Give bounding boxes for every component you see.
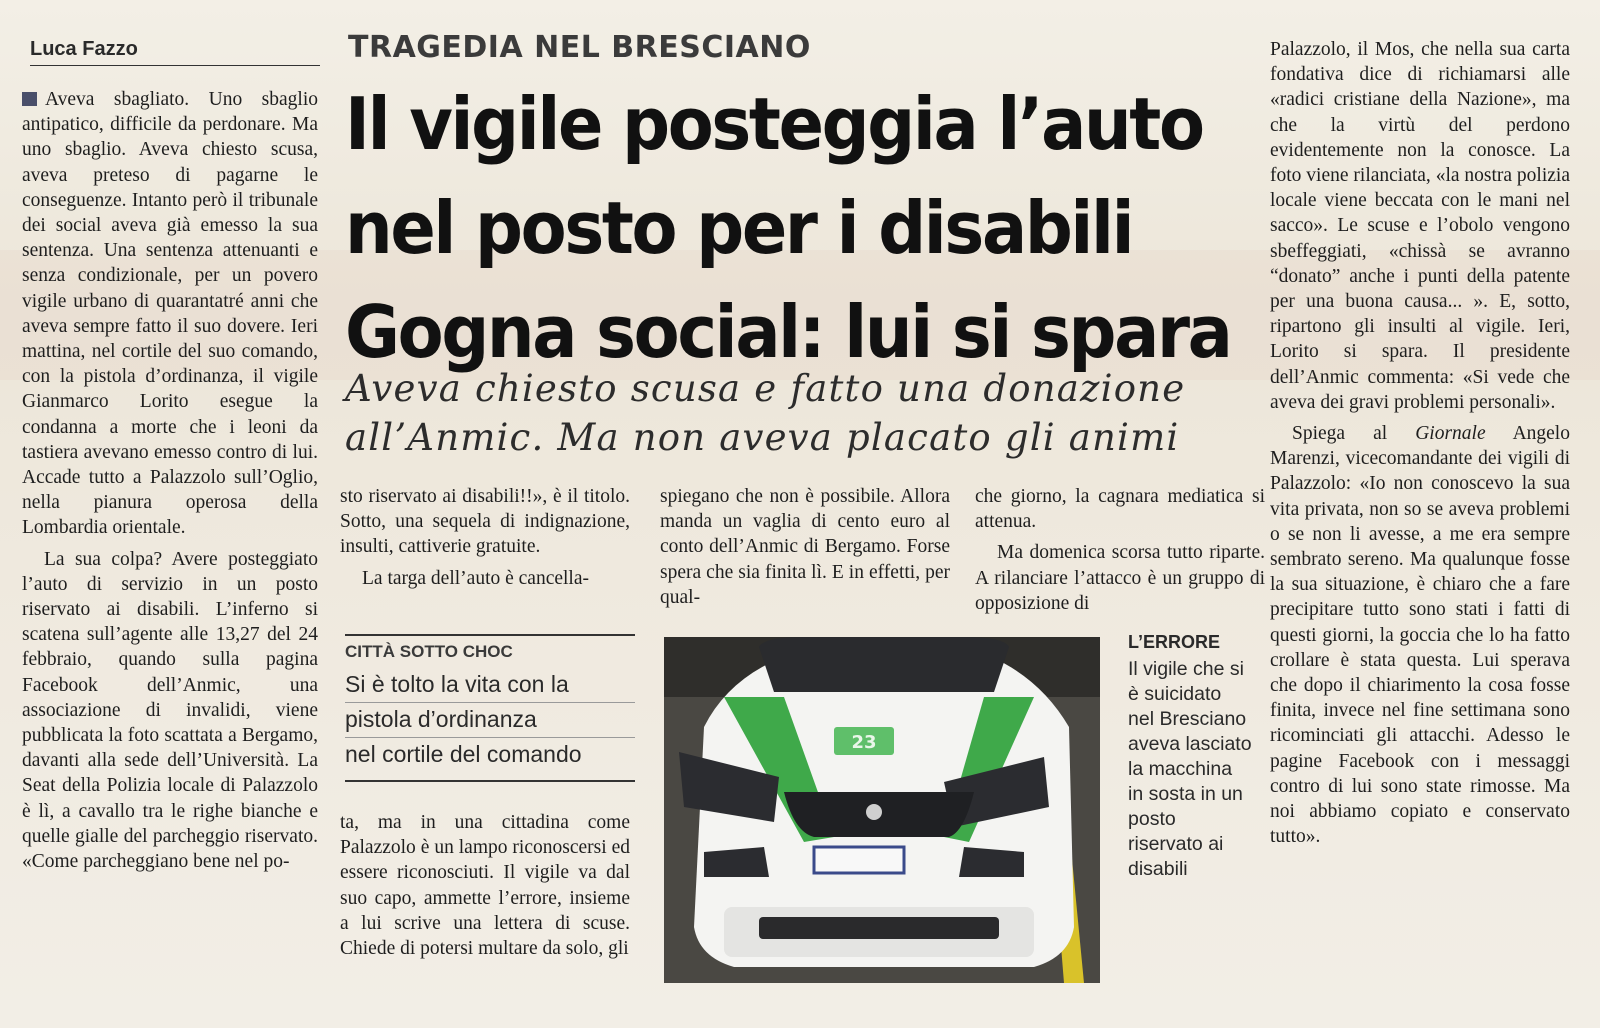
caption-line: la macchina (1128, 758, 1233, 780)
column-3 (660, 484, 950, 616)
headline-line: nel posto per i disabili (345, 186, 1133, 270)
paragraph-text: Spiega al (1292, 423, 1416, 445)
hood-badge-text: 23 (851, 732, 877, 753)
column-5 (1270, 37, 1570, 856)
caption-text (1128, 657, 1258, 882)
column-4 (975, 484, 1265, 622)
paragraph-text: Marenzi, vicecomandante dei vigili di Palazzolo: «Io non conoscevo la sua vita privata, non so se aveva problemi o se non li avesse, a me era sempre sembrato sereno. Ma qualunque fosse la sua situazione, è chiaro che a fare precipitare tutto sono stati i fatti di questi giorni, la goccia che lo ha fatto crollare è stata questa. Lui sperava che dopo il chiarimento la cosa fosse finita, invece nel fine settimana sono ricominciati gli attacchi. Adesso le pagine Facebook con i messaggi contro di lui sono state rimosse. Ma noi abbiamo copiato e conservato tutto». (1270, 448, 1570, 848)
license-plate (814, 847, 904, 873)
paragraph: Ma domenica scorsa tutto riparte. A rilanciare l’attacco è un gruppo di opposizione di (975, 542, 1265, 614)
caption-line: posto (1128, 808, 1176, 830)
paragraph-text: Angelo (1485, 423, 1570, 445)
subheadline-line: Aveva chiesto scusa e fatto una donazione (345, 367, 1186, 410)
right-fog-light (959, 847, 1024, 877)
caption-line: disabili (1128, 858, 1188, 880)
subheadline (345, 364, 1245, 462)
police-car-illustration (664, 637, 1100, 983)
car-photo (664, 637, 1100, 983)
car-logo (866, 804, 882, 820)
headline-line: Gogna social: lui si spara (345, 290, 1231, 374)
lead-square-icon (22, 92, 37, 106)
pull-quote-line: pistola d’ordinanza (345, 703, 635, 738)
caption-line: nel Bresciano (1128, 708, 1247, 730)
paragraph: sto riservato ai disabili!!», è il titolo. Sotto, una sequela di indignazione, insulti, cattiverie gratuite. (340, 486, 630, 558)
paragraph: spiegano che non è possibile. Allora manda un vaglia di cento euro al conto dell’Anmic di Bergamo. Forse spera che sia finita lì. E in effetti, per qual- (660, 486, 950, 608)
pull-quote-text (345, 668, 635, 772)
paragraph (1270, 421, 1570, 849)
left-fog-light (704, 847, 769, 877)
paragraph: Palazzolo, il Mos, che nella sua carta fondativa dice di richiamarsi alle «radici cristiane della Nazione», ma che la virtù del perdono evidentemente non la conosce. La foto viene rilanciata, «la nostra polizia locale viene beccata con le mani nel sacco». Le scuse e l’obolo vengono sbeffeggiati, «chissà se avranno “donato” anche i punti della patente per una buona causa... ». E, sotto, ripartono gli insulti al vigile. Ieri, Lorito si spara. Il presidente dell’Anmic commenta: «Si vede che aveva dei gravi problemi personali». (1270, 39, 1570, 413)
caption-line: è suicidato (1128, 683, 1222, 705)
newspaper-name: Giornale (1415, 423, 1486, 445)
caption-line: Il vigile che si (1128, 658, 1244, 680)
paragraph-text: Aveva sbagliato. Uno sbaglio antipatico, difficile da perdonare. Ma uno sbaglio. Aveva chiesto scusa, aveva preteso di pagarne le conseguenze. Intanto però il tribunale dei social aveva già emesso la sua sentenza. Una sentenza attenuanti e senza condizionale, per un povero vigile urbano di quarantatré anni che aveva sempre fatto il suo dovere. Ieri mattina, nel cortile del suo comando, con la pistola d’ordinanza, il vigile Gianmarco Lorito esegue la condanna a morte che i leoni da tastiera avevano emesso contro di lui. Accade tutto a Palazzolo sull’Oglio, nella pianura operosa della Lombardia orientale. (22, 89, 318, 539)
paragraph: La sua colpa? Avere posteggiato l’auto di servizio in un posto riservato ai disabili. L’inferno si scatena sull’agente alle 13,27 del 24 febbraio, quando sulla pagina Facebook dell’Anmic, una associazione di invalidi, viene pubblicata la foto scattata a Bergamo, davanti alla sede dell’Università. La Seat della Polizia locale di Palazzolo è lì, a cavallo tra le righe bianche e quelle gialle del parcheggio riservato. «Come parcheggiano bene nel po- (22, 548, 318, 873)
photo-caption (1128, 632, 1258, 882)
caption-line: riservato ai (1128, 833, 1224, 855)
paragraph (22, 87, 318, 541)
column-2-top (340, 484, 630, 597)
headline (345, 72, 1231, 384)
caption-line: aveva lasciato (1128, 733, 1252, 755)
pull-quote-label: CITTÀ SOTTO CHOC (345, 642, 513, 661)
headline-line: Il vigile posteggia l’auto (345, 82, 1203, 166)
windshield (759, 637, 1009, 692)
paragraph: che giorno, la cagnara mediatica si attenua. (975, 486, 1265, 533)
paragraph: La targa dell’auto è cancella- (362, 567, 590, 589)
caption-label: L’ERRORE (1128, 632, 1221, 652)
lower-grille (759, 917, 999, 939)
pull-quote-line: nel cortile del comando (345, 741, 582, 767)
byline: Luca Fazzo (30, 38, 320, 66)
pull-quote-line: Si è tolto la vita con la (345, 668, 635, 703)
caption-line: in sosta in un (1128, 783, 1243, 805)
column-1 (22, 87, 318, 880)
paragraph: ta, ma in una cittadina come Palazzolo è un lampo riconoscersi ed essere riconosciuti. Il vigile va dal suo capo, ammette l’errore, insieme a lui scrive una lettera di scuse. Chiede di potersi multare da solo, gli (340, 812, 630, 960)
pull-quote (345, 634, 635, 782)
kicker: TRAGEDIA NEL BRESCIANO (348, 30, 811, 65)
column-2-bottom (340, 810, 630, 967)
subheadline-line: all’Anmic. Ma non aveva placato gli animi (345, 416, 1180, 459)
